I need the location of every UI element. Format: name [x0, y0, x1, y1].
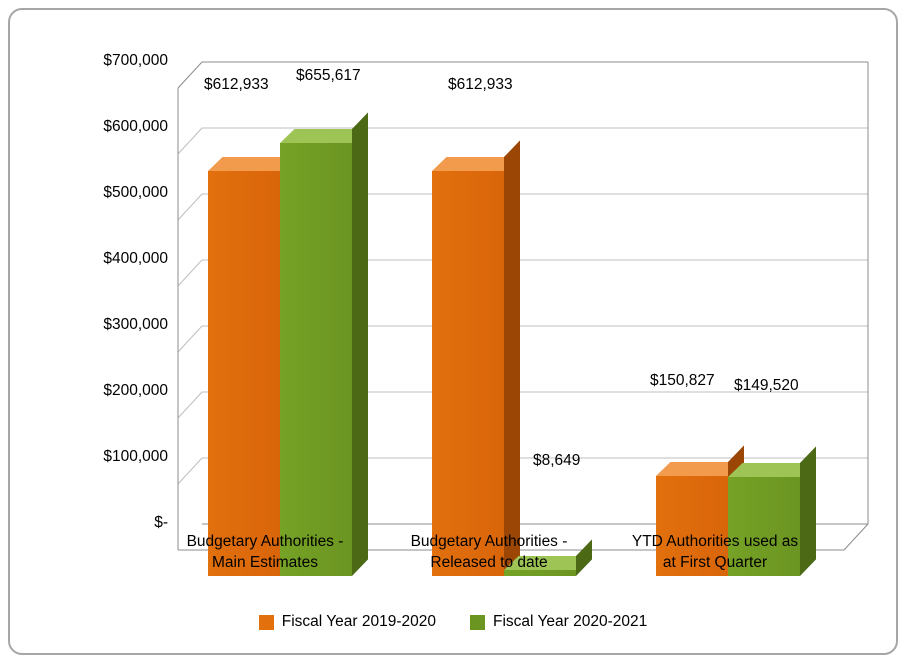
data-label-series2-category3: $149,520: [734, 377, 799, 394]
legend-item-series2[interactable]: [470, 613, 647, 631]
plot-area: [178, 62, 868, 524]
legend-item-series1[interactable]: [259, 613, 436, 631]
bar-side-face: [352, 112, 368, 576]
y-tick-label: $-: [154, 514, 168, 531]
bar-face: [432, 171, 504, 576]
bar-series1-category2: [432, 171, 504, 576]
data-label-series2-category2: $8,649: [533, 452, 581, 469]
data-label-series1-category2: $612,933: [448, 76, 513, 93]
legend-swatch-series2: [470, 615, 485, 630]
x-axis-label-line: YTD Authorities used as: [631, 533, 799, 550]
chart-container: [8, 8, 898, 655]
y-tick-label: $400,000: [103, 250, 168, 267]
x-axis-label-line: Released to date: [430, 553, 548, 571]
x-axis-label-line: Budgetary Authorities -: [410, 533, 568, 550]
chart-legend: [10, 613, 896, 631]
y-tick-label: $600,000: [103, 118, 168, 135]
x-axis-label-line: at First Quarter: [662, 553, 768, 571]
x-axis-label-category1: [160, 532, 370, 574]
x-axis-label-line: Main Estimates: [212, 553, 318, 571]
y-axis-labels: [40, 52, 168, 531]
data-label-series1-category3: $150,827: [650, 372, 715, 389]
x-axis-label-category3: [608, 532, 822, 574]
y-tick-label: $500,000: [103, 184, 168, 201]
data-label-series2-category1: $655,617: [296, 67, 361, 84]
y-tick-label: $700,000: [103, 52, 168, 69]
bar-face: [280, 143, 352, 576]
y-tick-label: $200,000: [103, 382, 168, 399]
x-axis-label-category2: [384, 532, 594, 574]
bar-series1-category1: [208, 171, 280, 576]
bar-series2-category1: [280, 143, 352, 576]
legend-label-series2: Fiscal Year 2020-2021: [493, 613, 648, 630]
bar-side-face: [504, 140, 520, 576]
data-label-series1-category1: $612,933: [204, 76, 269, 93]
x-axis-label-line: Budgetary Authorities -: [186, 533, 344, 550]
legend-label-series1: Fiscal Year 2019-2020: [281, 613, 436, 630]
bar-face: [208, 171, 280, 576]
y-tick-label: $300,000: [103, 316, 168, 333]
y-tick-label: $100,000: [103, 448, 168, 465]
legend-swatch-series1: [259, 615, 274, 630]
